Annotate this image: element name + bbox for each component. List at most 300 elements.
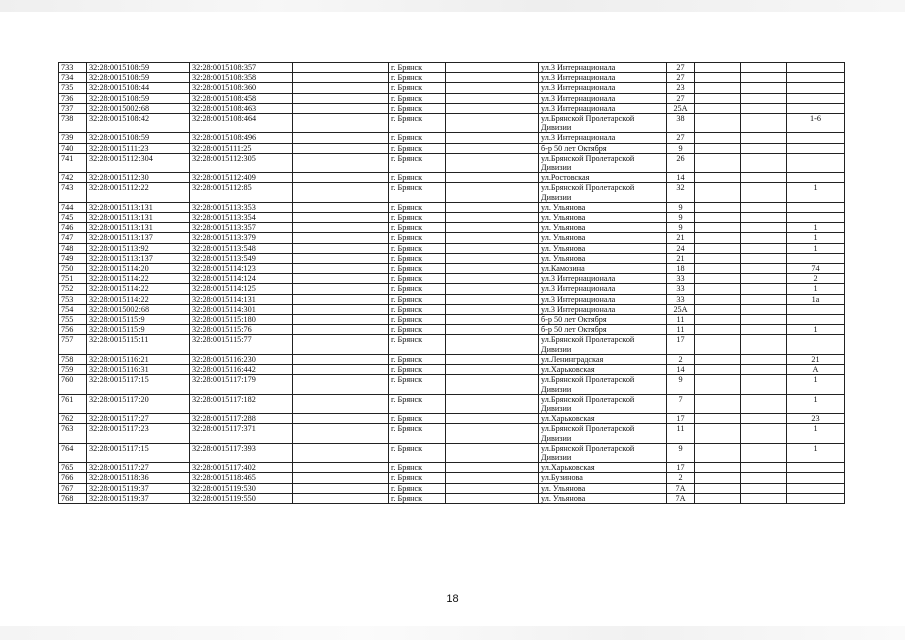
cell-cadastral-object-number: 32:28:0015117:402: [190, 463, 293, 473]
cell-col-6: [446, 83, 539, 93]
cell-cadastral-object-number: 32:28:0015119:550: [190, 493, 293, 503]
cell-apartment-number: [787, 133, 845, 143]
cell-col-4: [293, 153, 389, 172]
cell-settlement: г. Брянск: [389, 183, 446, 202]
cell-row-number: 753: [59, 294, 87, 304]
cell-cadastral-object-number: 32:28:0015115:76: [190, 325, 293, 335]
table-row: [59, 93, 845, 103]
table-row: [59, 183, 845, 202]
cell-house-number: 2: [667, 473, 695, 483]
cell-cadastral-object-number: 32:28:0015112:305: [190, 153, 293, 172]
cell-row-number: 766: [59, 473, 87, 483]
cell-cadastral-object-number: 32:28:0015117:371: [190, 424, 293, 443]
cell-cadastral-quarter-number: 32:28:0015111:23: [87, 143, 190, 153]
cell-col-10: [741, 253, 787, 263]
cell-col-9: [695, 243, 741, 253]
cell-col-10: [741, 183, 787, 202]
cell-house-number: 18: [667, 264, 695, 274]
cell-col-6: [446, 253, 539, 263]
cell-cadastral-quarter-number: 32:28:0015112:22: [87, 183, 190, 202]
cell-apartment-number: [787, 335, 845, 354]
cell-cadastral-quarter-number: 32:28:0015112:30: [87, 173, 190, 183]
cell-house-number: 23: [667, 83, 695, 93]
table-row: [59, 153, 845, 172]
cell-apartment-number: [787, 473, 845, 483]
cell-row-number: 736: [59, 93, 87, 103]
cell-street: ул.3 Интернационала: [539, 133, 667, 143]
cell-apartment-number: 1: [787, 443, 845, 462]
cell-house-number: 24: [667, 243, 695, 253]
cell-cadastral-quarter-number: 32:28:0015117:27: [87, 414, 190, 424]
table-row: [59, 315, 845, 325]
cell-apartment-number: [787, 153, 845, 172]
cell-col-9: [695, 493, 741, 503]
cell-col-10: [741, 354, 787, 364]
cell-col-10: [741, 424, 787, 443]
cell-house-number: 17: [667, 335, 695, 354]
cell-col-9: [695, 315, 741, 325]
cell-cadastral-quarter-number: 32:28:0015108:59: [87, 63, 190, 73]
cell-col-9: [695, 93, 741, 103]
cell-col-9: [695, 103, 741, 113]
cell-street: ул.Харьковская: [539, 365, 667, 375]
cell-street: б-р 50 лет Октября: [539, 325, 667, 335]
cell-col-4: [293, 202, 389, 212]
cell-house-number: 33: [667, 274, 695, 284]
cell-col-9: [695, 394, 741, 413]
cell-apartment-number: 1: [787, 223, 845, 233]
cell-house-number: 7: [667, 394, 695, 413]
table-row: [59, 483, 845, 493]
cell-cadastral-quarter-number: 32:28:0015112:304: [87, 153, 190, 172]
cell-col-4: [293, 294, 389, 304]
cell-house-number: 9: [667, 443, 695, 462]
cell-col-6: [446, 103, 539, 113]
cell-col-9: [695, 114, 741, 133]
cell-col-10: [741, 463, 787, 473]
cell-col-9: [695, 223, 741, 233]
table-row: [59, 414, 845, 424]
cell-house-number: 33: [667, 284, 695, 294]
cell-cadastral-quarter-number: 32:28:0015116:31: [87, 365, 190, 375]
cell-col-9: [695, 473, 741, 483]
cell-house-number: 2: [667, 354, 695, 364]
cell-cadastral-quarter-number: 32:28:0015108:42: [87, 114, 190, 133]
cell-col-10: [741, 375, 787, 394]
cell-apartment-number: 2: [787, 274, 845, 284]
cell-street: ул.Брянской Пролетарской Дивизии: [539, 375, 667, 394]
cell-house-number: 17: [667, 463, 695, 473]
cell-cadastral-quarter-number: 32:28:0015108:59: [87, 73, 190, 83]
cell-settlement: г. Брянск: [389, 365, 446, 375]
cell-col-10: [741, 83, 787, 93]
cell-house-number: 9: [667, 202, 695, 212]
cell-col-6: [446, 223, 539, 233]
cell-settlement: г. Брянск: [389, 73, 446, 83]
cell-house-number: 38: [667, 114, 695, 133]
cell-col-4: [293, 133, 389, 143]
cell-house-number: 26: [667, 153, 695, 172]
cell-col-4: [293, 493, 389, 503]
cell-col-4: [293, 483, 389, 493]
cell-street: ул.3 Интернационала: [539, 284, 667, 294]
cell-col-6: [446, 483, 539, 493]
table-row: [59, 274, 845, 284]
cell-row-number: 768: [59, 493, 87, 503]
cell-street: ул.3 Интернационала: [539, 83, 667, 93]
cell-apartment-number: [787, 93, 845, 103]
table-row: [59, 264, 845, 274]
cell-house-number: 14: [667, 365, 695, 375]
cell-street: ул.Брянской Пролетарской Дивизии: [539, 335, 667, 354]
cell-house-number: 14: [667, 173, 695, 183]
cell-street: ул.Брянской Пролетарской Дивизии: [539, 183, 667, 202]
table-row: [59, 83, 845, 93]
cell-col-6: [446, 335, 539, 354]
cell-col-10: [741, 264, 787, 274]
cell-col-6: [446, 493, 539, 503]
cell-street: ул.Брянской Пролетарской Дивизии: [539, 443, 667, 462]
table-row: [59, 365, 845, 375]
cell-cadastral-quarter-number: 32:28:0015119:37: [87, 493, 190, 503]
cell-row-number: 756: [59, 325, 87, 335]
cell-col-6: [446, 243, 539, 253]
cell-settlement: г. Брянск: [389, 284, 446, 294]
table-row: [59, 233, 845, 243]
cell-col-4: [293, 284, 389, 294]
cell-street: б-р 50 лет Октября: [539, 143, 667, 153]
cell-col-4: [293, 253, 389, 263]
cell-col-6: [446, 133, 539, 143]
cell-col-4: [293, 73, 389, 83]
cell-street: ул.3 Интернационала: [539, 73, 667, 83]
cell-col-4: [293, 183, 389, 202]
cell-col-4: [293, 424, 389, 443]
cell-col-4: [293, 394, 389, 413]
cell-row-number: 761: [59, 394, 87, 413]
cell-col-10: [741, 243, 787, 253]
cell-row-number: 733: [59, 63, 87, 73]
cell-settlement: г. Брянск: [389, 375, 446, 394]
cell-apartment-number: 1: [787, 233, 845, 243]
cell-cadastral-quarter-number: 32:28:0015113:131: [87, 223, 190, 233]
cell-house-number: 9: [667, 375, 695, 394]
cell-settlement: г. Брянск: [389, 233, 446, 243]
cell-col-4: [293, 335, 389, 354]
cell-cadastral-object-number: 32:28:0015108:358: [190, 73, 293, 83]
cell-col-10: [741, 284, 787, 294]
cadastral-register-table: [58, 62, 845, 504]
cell-col-10: [741, 114, 787, 133]
cell-apartment-number: [787, 202, 845, 212]
cell-col-6: [446, 93, 539, 103]
cell-apartment-number: 23: [787, 414, 845, 424]
table-row: [59, 202, 845, 212]
cell-col-10: [741, 103, 787, 113]
cell-col-6: [446, 304, 539, 314]
table-row: [59, 284, 845, 294]
cell-col-6: [446, 365, 539, 375]
cell-settlement: г. Брянск: [389, 253, 446, 263]
cell-house-number: 33: [667, 294, 695, 304]
cell-col-6: [446, 202, 539, 212]
cell-col-4: [293, 315, 389, 325]
cell-col-6: [446, 394, 539, 413]
cell-street: ул.3 Интернационала: [539, 63, 667, 73]
cell-cadastral-quarter-number: 32:28:0015113:131: [87, 213, 190, 223]
cell-street: ул.3 Интернационала: [539, 103, 667, 113]
cell-cadastral-object-number: 32:28:0015115:77: [190, 335, 293, 354]
cell-cadastral-object-number: 32:28:0015114:131: [190, 294, 293, 304]
cell-row-number: 748: [59, 243, 87, 253]
cell-settlement: г. Брянск: [389, 243, 446, 253]
cell-apartment-number: 1: [787, 284, 845, 294]
cell-col-10: [741, 443, 787, 462]
cell-col-4: [293, 143, 389, 153]
table-row: [59, 143, 845, 153]
cell-cadastral-object-number: 32:28:0015113:353: [190, 202, 293, 212]
cell-settlement: г. Брянск: [389, 325, 446, 335]
cell-street: ул.Бузинова: [539, 473, 667, 483]
cell-col-10: [741, 304, 787, 314]
cell-house-number: 27: [667, 133, 695, 143]
cell-street: ул. Ульянова: [539, 233, 667, 243]
cell-col-9: [695, 213, 741, 223]
cell-street: ул. Ульянова: [539, 253, 667, 263]
cell-cadastral-quarter-number: 32:28:0015115:11: [87, 335, 190, 354]
cell-house-number: 11: [667, 325, 695, 335]
cell-settlement: г. Брянск: [389, 223, 446, 233]
cell-col-4: [293, 365, 389, 375]
cell-house-number: 27: [667, 93, 695, 103]
cell-row-number: 739: [59, 133, 87, 143]
cell-col-9: [695, 233, 741, 243]
cell-street: ул. Ульянова: [539, 223, 667, 233]
cell-col-10: [741, 315, 787, 325]
cell-col-4: [293, 375, 389, 394]
cell-street: ул. Ульянова: [539, 493, 667, 503]
cell-street: ул.Брянской Пролетарской Дивизии: [539, 394, 667, 413]
cell-col-4: [293, 414, 389, 424]
cell-col-6: [446, 264, 539, 274]
cell-col-4: [293, 223, 389, 233]
cell-apartment-number: [787, 483, 845, 493]
cell-street: ул.3 Интернационала: [539, 274, 667, 284]
cell-col-9: [695, 304, 741, 314]
cell-col-9: [695, 143, 741, 153]
cell-cadastral-object-number: 32:28:0015117:393: [190, 443, 293, 462]
cell-row-number: 755: [59, 315, 87, 325]
cell-col-9: [695, 325, 741, 335]
cell-street: ул.Камозина: [539, 264, 667, 274]
cell-street: ул. Ульянова: [539, 213, 667, 223]
cell-col-9: [695, 264, 741, 274]
cell-col-10: [741, 153, 787, 172]
page-number: 18: [446, 593, 459, 605]
cell-col-10: [741, 294, 787, 304]
cell-row-number: 742: [59, 173, 87, 183]
cell-cadastral-quarter-number: 32:28:0015117:20: [87, 394, 190, 413]
cell-apartment-number: [787, 63, 845, 73]
cell-settlement: г. Брянск: [389, 394, 446, 413]
cell-house-number: 11: [667, 424, 695, 443]
cell-settlement: г. Брянск: [389, 173, 446, 183]
cell-cadastral-quarter-number: 32:28:0015002:68: [87, 103, 190, 113]
cell-col-4: [293, 274, 389, 284]
cell-apartment-number: 1: [787, 183, 845, 202]
cell-settlement: г. Брянск: [389, 93, 446, 103]
cell-col-4: [293, 93, 389, 103]
table-row: [59, 375, 845, 394]
cell-col-6: [446, 443, 539, 462]
cell-cadastral-object-number: 32:28:0015119:530: [190, 483, 293, 493]
cell-cadastral-quarter-number: 32:28:0015115:9: [87, 325, 190, 335]
table-row: [59, 103, 845, 113]
cell-row-number: 751: [59, 274, 87, 284]
cell-col-4: [293, 443, 389, 462]
cell-street: б-р 50 лет Октября: [539, 315, 667, 325]
table-row: [59, 325, 845, 335]
cell-apartment-number: 1-6: [787, 114, 845, 133]
cell-col-10: [741, 325, 787, 335]
cell-apartment-number: [787, 143, 845, 153]
cell-col-10: [741, 213, 787, 223]
cell-cadastral-quarter-number: 32:28:0015118:36: [87, 473, 190, 483]
cell-settlement: г. Брянск: [389, 63, 446, 73]
cell-settlement: г. Брянск: [389, 483, 446, 493]
cell-col-10: [741, 223, 787, 233]
cell-apartment-number: 1: [787, 243, 845, 253]
cell-settlement: г. Брянск: [389, 153, 446, 172]
cell-apartment-number: 1: [787, 325, 845, 335]
cell-row-number: 763: [59, 424, 87, 443]
cell-apartment-number: [787, 253, 845, 263]
cell-street: ул.Харьковская: [539, 463, 667, 473]
cell-house-number: 9: [667, 223, 695, 233]
cell-apartment-number: 1: [787, 424, 845, 443]
cell-col-4: [293, 354, 389, 364]
cell-cadastral-object-number: 32:28:0015115:180: [190, 315, 293, 325]
cell-house-number: 7А: [667, 483, 695, 493]
cell-street: ул. Ульянова: [539, 483, 667, 493]
cell-apartment-number: А: [787, 365, 845, 375]
table-row: [59, 394, 845, 413]
cell-col-10: [741, 335, 787, 354]
table-row: [59, 213, 845, 223]
cell-row-number: 740: [59, 143, 87, 153]
cell-col-6: [446, 143, 539, 153]
cell-col-6: [446, 274, 539, 284]
cell-house-number: 21: [667, 253, 695, 263]
cell-apartment-number: [787, 173, 845, 183]
cell-cadastral-quarter-number: 32:28:0015002:68: [87, 304, 190, 314]
table-row: [59, 63, 845, 73]
cell-apartment-number: 1: [787, 394, 845, 413]
cell-cadastral-quarter-number: 32:28:0015113:137: [87, 253, 190, 263]
cell-cadastral-object-number: 32:28:0015108:464: [190, 114, 293, 133]
cell-col-6: [446, 325, 539, 335]
cell-settlement: г. Брянск: [389, 304, 446, 314]
cell-settlement: г. Брянск: [389, 143, 446, 153]
cell-house-number: 9: [667, 213, 695, 223]
cell-cadastral-quarter-number: 32:28:0015114:22: [87, 284, 190, 294]
cell-col-10: [741, 274, 787, 284]
cell-col-6: [446, 153, 539, 172]
cell-row-number: 764: [59, 443, 87, 462]
cell-col-9: [695, 153, 741, 172]
cell-cadastral-quarter-number: 32:28:0015113:131: [87, 202, 190, 212]
scan-edge-bottom: [0, 626, 905, 640]
cell-cadastral-quarter-number: 32:28:0015117:23: [87, 424, 190, 443]
cell-col-9: [695, 183, 741, 202]
cell-house-number: 27: [667, 73, 695, 83]
cell-cadastral-object-number: 32:28:0015113:548: [190, 243, 293, 253]
cell-house-number: 9: [667, 143, 695, 153]
cell-cadastral-object-number: 32:28:0015111:25: [190, 143, 293, 153]
cell-settlement: г. Брянск: [389, 493, 446, 503]
table-row: [59, 294, 845, 304]
cell-col-10: [741, 483, 787, 493]
cell-col-4: [293, 304, 389, 314]
cell-row-number: 734: [59, 73, 87, 83]
cell-house-number: 25А: [667, 103, 695, 113]
table-row: [59, 424, 845, 443]
cell-row-number: 743: [59, 183, 87, 202]
cell-row-number: 745: [59, 213, 87, 223]
cell-house-number: 7А: [667, 493, 695, 503]
cell-col-6: [446, 284, 539, 294]
cell-col-6: [446, 213, 539, 223]
cell-cadastral-object-number: 32:28:0015113:357: [190, 223, 293, 233]
cell-row-number: 738: [59, 114, 87, 133]
cell-cadastral-quarter-number: 32:28:0015119:37: [87, 483, 190, 493]
cell-col-4: [293, 233, 389, 243]
cell-apartment-number: [787, 103, 845, 113]
table-row: [59, 463, 845, 473]
table-row: [59, 493, 845, 503]
cell-cadastral-object-number: 32:28:0015117:182: [190, 394, 293, 413]
cell-col-6: [446, 375, 539, 394]
cell-settlement: г. Брянск: [389, 463, 446, 473]
cell-col-9: [695, 294, 741, 304]
cell-row-number: 760: [59, 375, 87, 394]
cell-street: ул. Ульянова: [539, 202, 667, 212]
cell-settlement: г. Брянск: [389, 274, 446, 284]
cell-street: ул.Брянской Пролетарской Дивизии: [539, 114, 667, 133]
cell-apartment-number: [787, 83, 845, 93]
table-row: [59, 473, 845, 483]
cell-settlement: г. Брянск: [389, 473, 446, 483]
cell-cadastral-object-number: 32:28:0015116:442: [190, 365, 293, 375]
cell-apartment-number: [787, 463, 845, 473]
cell-row-number: 741: [59, 153, 87, 172]
cell-cadastral-object-number: 32:28:0015113:354: [190, 213, 293, 223]
cell-settlement: г. Брянск: [389, 264, 446, 274]
cell-col-10: [741, 394, 787, 413]
scan-edge-top: [0, 0, 905, 12]
cell-cadastral-quarter-number: 32:28:0015108:59: [87, 133, 190, 143]
cell-col-6: [446, 424, 539, 443]
cell-house-number: 25А: [667, 304, 695, 314]
cell-col-9: [695, 414, 741, 424]
cell-cadastral-object-number: 32:28:0015112:85: [190, 183, 293, 202]
cell-row-number: 759: [59, 365, 87, 375]
cell-settlement: г. Брянск: [389, 103, 446, 113]
cell-cadastral-object-number: 32:28:0015117:179: [190, 375, 293, 394]
cell-cadastral-object-number: 32:28:0015113:379: [190, 233, 293, 243]
cell-cadastral-quarter-number: 32:28:0015115:9: [87, 315, 190, 325]
cell-col-4: [293, 63, 389, 73]
